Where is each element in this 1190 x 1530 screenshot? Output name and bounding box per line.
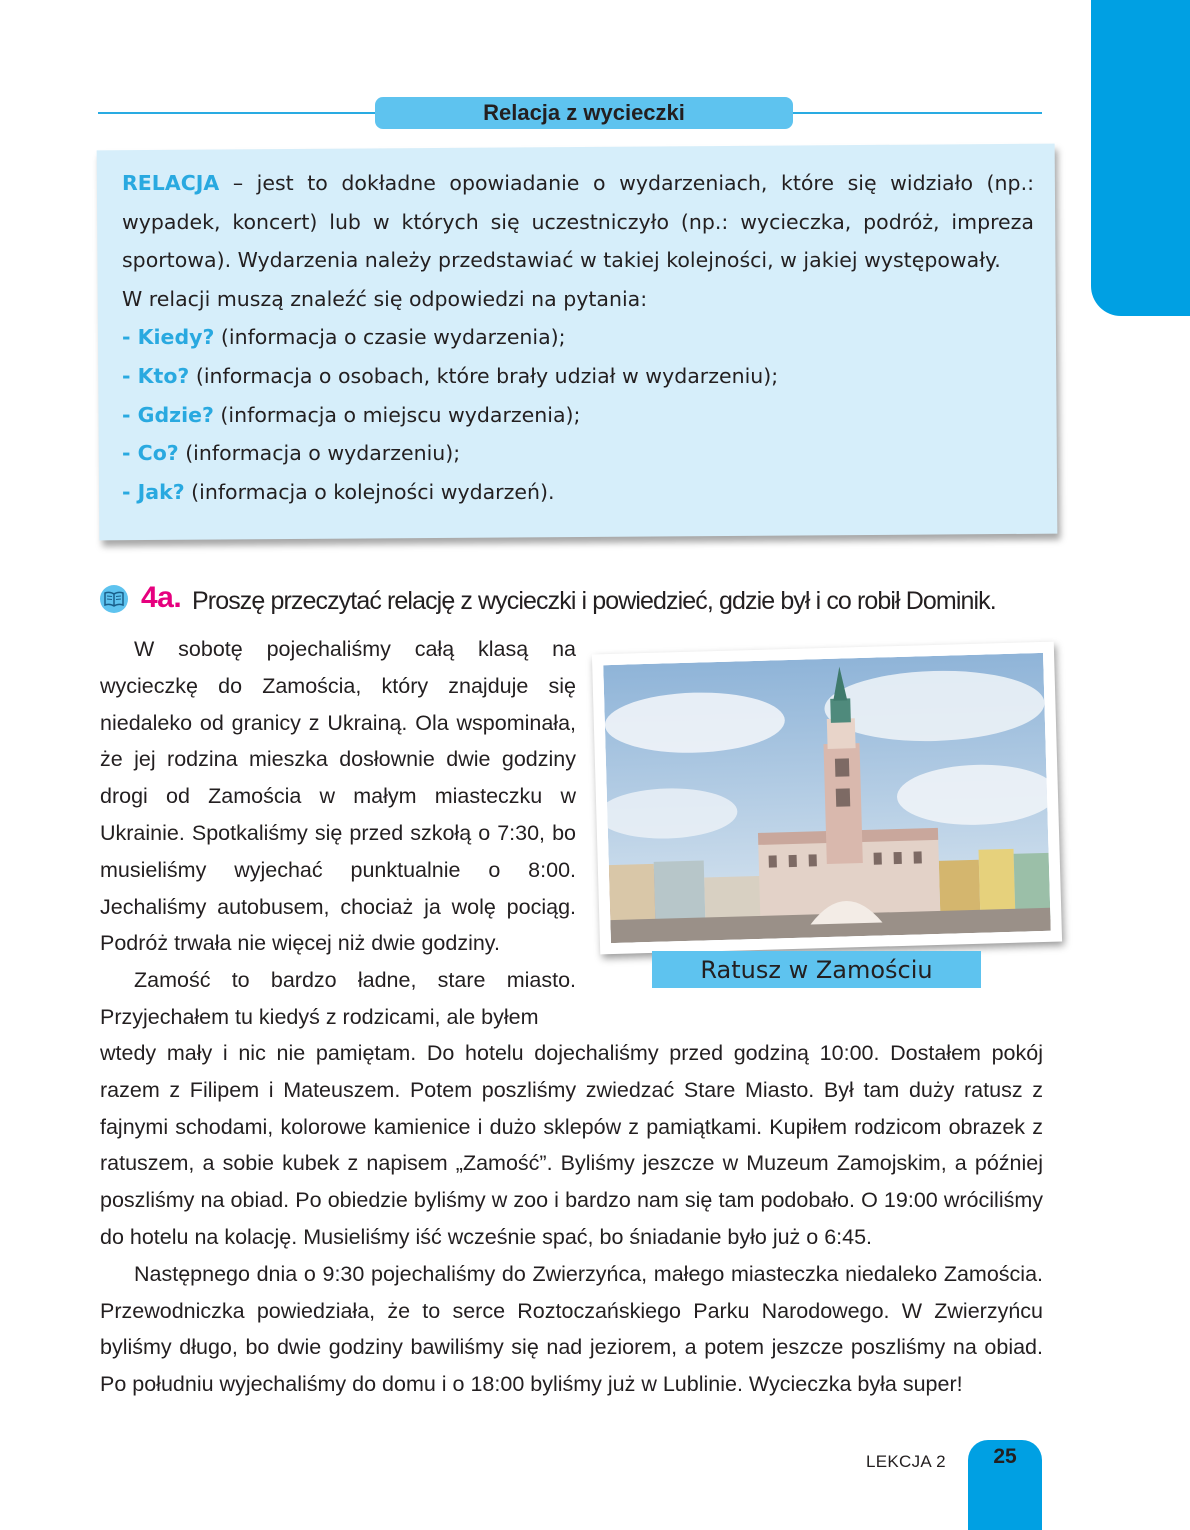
definition-term: RELACJA: [122, 171, 220, 195]
question-label: - Kto?: [122, 363, 190, 388]
question-description: (informacja o osobach, które brały udział w wydarzeniu);: [189, 363, 779, 388]
open-book-icon: [100, 585, 128, 613]
definition-text: [122, 164, 1034, 511]
story-paragraph: W sobotę pojechaliśmy całą klasą na wycieczkę do Zamościa, który znajduje się niedaleko od granicy z Ukrainą. Ola wspominała, że jej rodzina mieszka dosłownie dwie godziny drogi od Zamościa w małym miasteczku w Ukrainie. Spotkaliśmy się przed szkołą o 7:30, bo musieliśmy wyjechać punktualnie o 8:00. Jechaliśmy autobusem, chociaż ja wolę pociąg. Podróż trwała nie więcej niż dwie godziny.: [100, 637, 576, 956]
question-description: (informacja o wydarzeniu);: [178, 441, 461, 466]
chapter-side-tab: [1091, 0, 1190, 316]
header-rule-left: [98, 112, 378, 114]
question-label: - Co?: [122, 441, 179, 466]
exercise-instruction: Proszę przeczytać relację z wycieczki i powiedzieć, gdzie był i co robił Dominik.: [192, 587, 996, 615]
section-title: Relacja z wycieczki: [375, 97, 793, 129]
question-item: [122, 357, 1034, 396]
definition-lead: W relacji muszą znaleźć się odpowiedzi na pytania:: [122, 286, 648, 311]
question-description: (informacja o czasie wydarzenia);: [214, 325, 566, 350]
question-description: (informacja o miejscu wydarzenia);: [213, 402, 581, 427]
town-hall-illustration: [603, 653, 1051, 943]
town-hall-photo: [592, 642, 1062, 955]
question-label: - Kiedy?: [122, 325, 215, 350]
lesson-label: LEKCJA 2: [866, 1452, 946, 1471]
story-paragraph: Następnego dnia o 9:30 pojechaliśmy do Zwierzyńca, małego miasteczka niedaleko Zamościa. Przewodniczka powiedziała, że to serce Roztoczańskiego Parku Narodowego. W Zwierzyńcu byliśmy długo, bo dwie godziny bawiliśmy się nad jeziorem, a potem jeszcze poszliśmy na obiad. Po południu wyjechaliśmy do domu i o 18:00 byliśmy już w Lublinie. Wycieczka była super!: [100, 1261, 1043, 1397]
story-paragraph: wtedy mały i nic nie pamiętam. Do hotelu dojechaliśmy przed godziną 10:00. Dostałem pokój razem z Filipem i Mateuszem. Potem poszliśmy zwiedzać Stare Miasto. Był tam duży ratusz z fajnymi schodami, kolorowe kamienice i dużo sklepów z pamiątkami. Kupiłem rodzicom obrazek z ratuszem, a sobie kubek z napisem „Zamość”. Byliśmy jeszcze w Muzeum Zamojskim, a później poszliśmy na obiad. Po obiedzie byliśmy w zoo i bardzo nam się tam podobało. O 19:00 wróciliśmy do hotelu na kolację. Musieliśmy iść wcześnie spać, bo śniadanie było już o 6:45.: [100, 1041, 1043, 1249]
page-number: 25: [968, 1440, 1042, 1530]
question-item: [122, 434, 1034, 473]
question-label: - Gdzie?: [122, 402, 214, 427]
story-column: [100, 631, 576, 1036]
question-description: (informacja o kolejności wydarzeń).: [184, 479, 555, 504]
definition-paragraph: [122, 164, 1034, 280]
definition-intro: – jest to dokładne opowiadanie o wydarzeniach, które się widziało (np.: wypadek, koncert) lub w których się uczestniczyło (np.: wycieczka, podróż, impreza sportowa). Wydarzenia należy przedstawiać w takiej kolejności, w jakiej występowały.: [122, 171, 1034, 273]
question-item: [122, 318, 1034, 357]
story-paragraph: Zamość to bardzo ładne, stare miasto. Przyjechałem tu kiedyś z rodzicami, ale byłem: [100, 968, 576, 1029]
question-label: - Jak?: [122, 479, 185, 504]
question-item: [122, 473, 1034, 512]
photo-caption: Ratusz w Zamościu: [652, 951, 981, 988]
exercise-number: 4a.: [141, 581, 182, 614]
story-full-width: [100, 1035, 1043, 1403]
header-rule-right: [790, 112, 1042, 114]
question-item: [122, 396, 1034, 435]
